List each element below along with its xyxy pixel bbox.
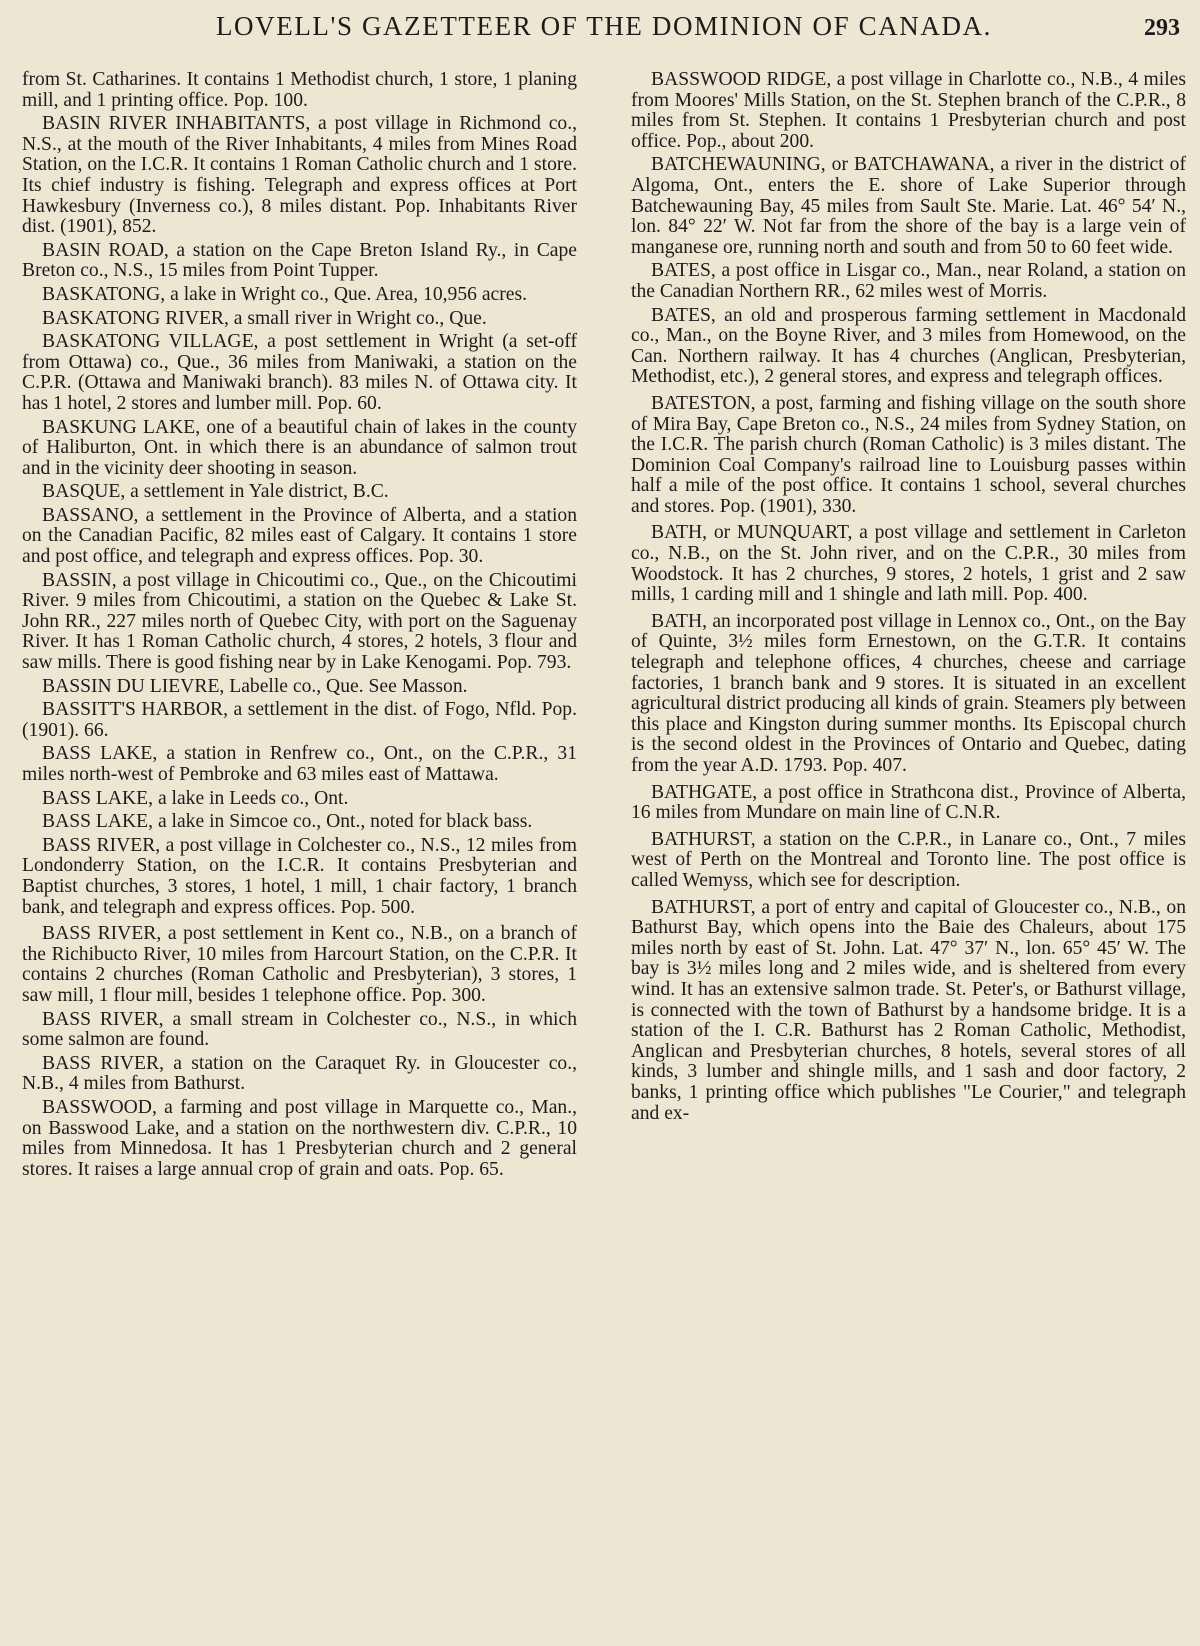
gazetteer-entry: BASIN RIVER INHABITANTS, a post village in Richmond co., N.S., at the mouth of the River Inhabitants, 4 miles from Mines Road Station, on the I.C.R. It contains 1 Roman Catholic church and 1 store. Its chief industry is fishing. Telegraph and express offices at Port Hawkesbury (Inverness co.), 8 miles distant. Pop. Inhabitants River dist. (1901), 852. [22, 113, 577, 238]
running-title: LOVELL'S GAZETTEER OF THE DOMINION OF CANADA. [215, 11, 993, 41]
gazetteer-entry: BASKUNG LAKE, one of a beautiful chain of lakes in the county of Haliburton, Ont. in which there is an abundance of salmon trout and in the vicinity deer shooting in season. [22, 416, 577, 479]
gazetteer-entry: BASQUE, a settlement in Yale district, B.C. [42, 481, 389, 503]
gazetteer-entry: BATESTON, a post, farming and fishing village on the south shore of Mira Bay, Cape Breton co., N.S., 24 miles from Sydney Station, on the I.C.R. The parish church (Roman Catholic) is 3 miles distant. The Dominion Coal Company's railroad line to Louisburg passes within half a mile of the post office. It contains 1 school, several churches and stores. Pop. (1901), 330. [631, 392, 1186, 517]
gazetteer-entry: BASS RIVER, a post settlement in Kent co., N.B., on a branch of the Richibucto River, 10 miles from Harcourt Station, on the C.P.R. It contains 2 churches (Roman Catholic and Presbyterian), 3 stores, 1 saw mill, 1 flour mill, besides 1 telephone office. Pop. 300. [22, 923, 577, 1006]
gazetteer-entry: BATH, or MUNQUART, a post village and settlement in Carleton co., N.B., on the St. John river, and on the C.P.R., 30 miles from Woodstock. It has 2 churches, 9 stores, 2 hotels, 1 grist and 2 saw mills, 1 carding mill and 1 shingle and lath mill. Pop. 400. [631, 522, 1186, 606]
gazetteer-entry: BASSWOOD, a farming and post village in Marquette co., Man., on Basswood Lake, and a station on the northwestern div. C.P.R., 10 miles from Minnedosa. It has 1 Presbyterian church and 2 general stores. It raises a large annual crop of grain and oats. Pop. 65. [22, 1096, 577, 1180]
gazetteer-entry: BASKATONG VILLAGE, a post settlement in Wright (a set-off from Ottawa) co., Que., 36 miles from Maniwaki, a station on the C.P.R. (Ottawa and Maniwaki branch). 83 miles N. of Ottawa city. It has 1 hotel, 2 stores and lumber mill. Pop. 60. [22, 331, 577, 414]
left-column [22, 70, 577, 1183]
text-columns [22, 70, 1186, 1183]
gazetteer-entry: BASSITT'S HARBOR, a settlement in the dist. of Fogo, Nfld. Pop. (1901). 66. [22, 699, 577, 741]
gazetteer-entry: BATCHEWAUNING, or BATCHAWANA, a river in the district of Algoma, Ont., enters the E. shore of Lake Superior through Batchewauning Bay, 45 miles from Sault Ste. Marie. Lat. 46° 54′ N., lon. 84° 22′ W. Not far from the shore of the bay is a large vein of manganese ore, running north and south and from 50 to 60 feet wide. [631, 154, 1186, 258]
gazetteer-entry: BASS LAKE, a station in Renfrew co., Ont., on the C.P.R., 31 miles north-west of Pembroke and 63 miles east of Mattawa. [22, 743, 577, 785]
gazetteer-entry: BASSANO, a settlement in the Province of Alberta, and a station on the Canadian Pacific, 82 miles east of Calgary. It contains 1 store and post office, and telegraph and express offices. Pop. 30. [22, 504, 577, 568]
gazetteer-entry: BASIN ROAD, a station on the Cape Breton Island Ry., in Cape Breton co., N.S., 15 miles from Point Tupper. [22, 239, 577, 282]
gazetteer-entry: BATHURST, a port of entry and capital of Gloucester co., N.B., on Bathurst Bay, which opens into the Baie des Chaleurs, about 175 miles north by east of St. John. Lat. 47° 37′ N., lon. 65° 45′ W. The bay is 3½ miles long and 2 miles wide, and is sheltered from every wind. It has an extensive salmon trade. St. Peter's, or Bathurst village, is connected with the town of Bathurst by a handsome bridge. It is a station of the I. C.R. Bathurst has 2 Roman Catholic, Methodist, Anglican and Presbyterian churches, 8 hotels, several stores of all kinds, 3 lumber and shingle mills, and 1 sash and door factory, 2 banks, 1 printing office which publishes "Le Courier," and telegraph and ex- [631, 896, 1186, 1124]
gazetteer-entry: BASS RIVER, a station on the Caraquet Ry. in Gloucester co., N.B., 4 miles from Bathurst. [22, 1052, 577, 1095]
gazetteer-entry: BASS RIVER, a small stream in Colchester co., N.S., in which some salmon are found. [22, 1008, 577, 1051]
gazetteer-entry: BASKATONG, a lake in Wright co., Que. Area, 10,956 acres. [42, 283, 527, 305]
gazetteer-entry: BASS LAKE, a lake in Simcoe co., Ont., noted for black bass. [42, 811, 533, 833]
running-header [22, 6, 1186, 46]
gazetteer-entry: BASSWOOD RIDGE, a post village in Charlotte co., N.B., 4 miles from Moores' Mills Station, on the St. Stephen branch of the C.P.R., 8 miles from St. Stephen. It contains 1 Presbyterian church and post office. Pop., about 200. [631, 69, 1186, 152]
gazetteer-entry: BASKATONG RIVER, a small river in Wright co., Que. [42, 307, 487, 329]
right-column [631, 70, 1186, 1183]
page-number: 293 [1144, 15, 1180, 41]
gazetteer-entry: BATES, an old and prosperous farming settlement in Macdonald co., Man., on the Boyne River, and 3 miles from Homewood, on the Can. Northern railway. It has 4 churches (Anglican, Presbyterian, Methodist, etc.), 2 general stores, and express and telegraph offices. [631, 304, 1186, 388]
entry-continued: from St. Catharines. It contains 1 Methodist church, 1 store, 1 planing mill, and 1 printing office. Pop. 100. [22, 69, 577, 111]
gazetteer-entry: BATES, a post office in Lisgar co., Man., near Roland, a station on the Canadian Northern RR., 62 miles west of Morris. [631, 260, 1186, 302]
gazetteer-entry: BATHGATE, a post office in Strathcona dist., Province of Alberta, 16 miles from Mundare on main line of C.N.R. [631, 781, 1186, 824]
gazetteer-entry: BASSIN, a post village in Chicoutimi co., Que., on the Chicoutimi River. 9 miles from Chicoutimi, a station on the Quebec & Lake St. John RR., 227 miles north of Quebec City, with port on the Saguenay River. It has 1 Roman Catholic church, 4 stores, 2 hotels, 3 flour and saw mills. There is good fishing near by in Lake Kenogami. Pop. 793. [22, 569, 577, 674]
gazetteer-entry: BASS LAKE, a lake in Leeds co., Ont. [42, 787, 349, 809]
gazetteer-entry: BATHURST, a station on the C.P.R., in Lanare co., Ont., 7 miles west of Perth on the Montreal and Toronto line. The post office is called Wemyss, which see for description. [631, 828, 1186, 891]
gazetteer-entry: BASS RIVER, a post village in Colchester co., N.S., 12 miles from Londonderry Station, on the I.C.R. It contains Presbyterian and Baptist churches, 3 stores, 1 hotel, 1 mill, 1 chair factory, 1 branch bank, and telegraph and express offices. Pop. 500. [22, 834, 577, 918]
gazetteer-entry: BATH, an incorporated post village in Lennox co., Ont., on the Bay of Quinte, 3½ miles form Ernestown, on the G.T.R. It contains telegraph and telephone offices, 4 churches, cheese and carriage factories, 1 branch bank and 9 stores. It is situated in an excellent agricultural district producing all kinds of grain. Steamers ply between this place and Kingston during summer months. Its Episcopal church is the second oldest in the Provinces of Ontario and Quebec, dating from the year A.D. 1793. Pop. 407. [631, 610, 1186, 776]
gazetteer-entry: BASSIN DU LIEVRE, Labelle co., Que. See Masson. [42, 675, 468, 697]
